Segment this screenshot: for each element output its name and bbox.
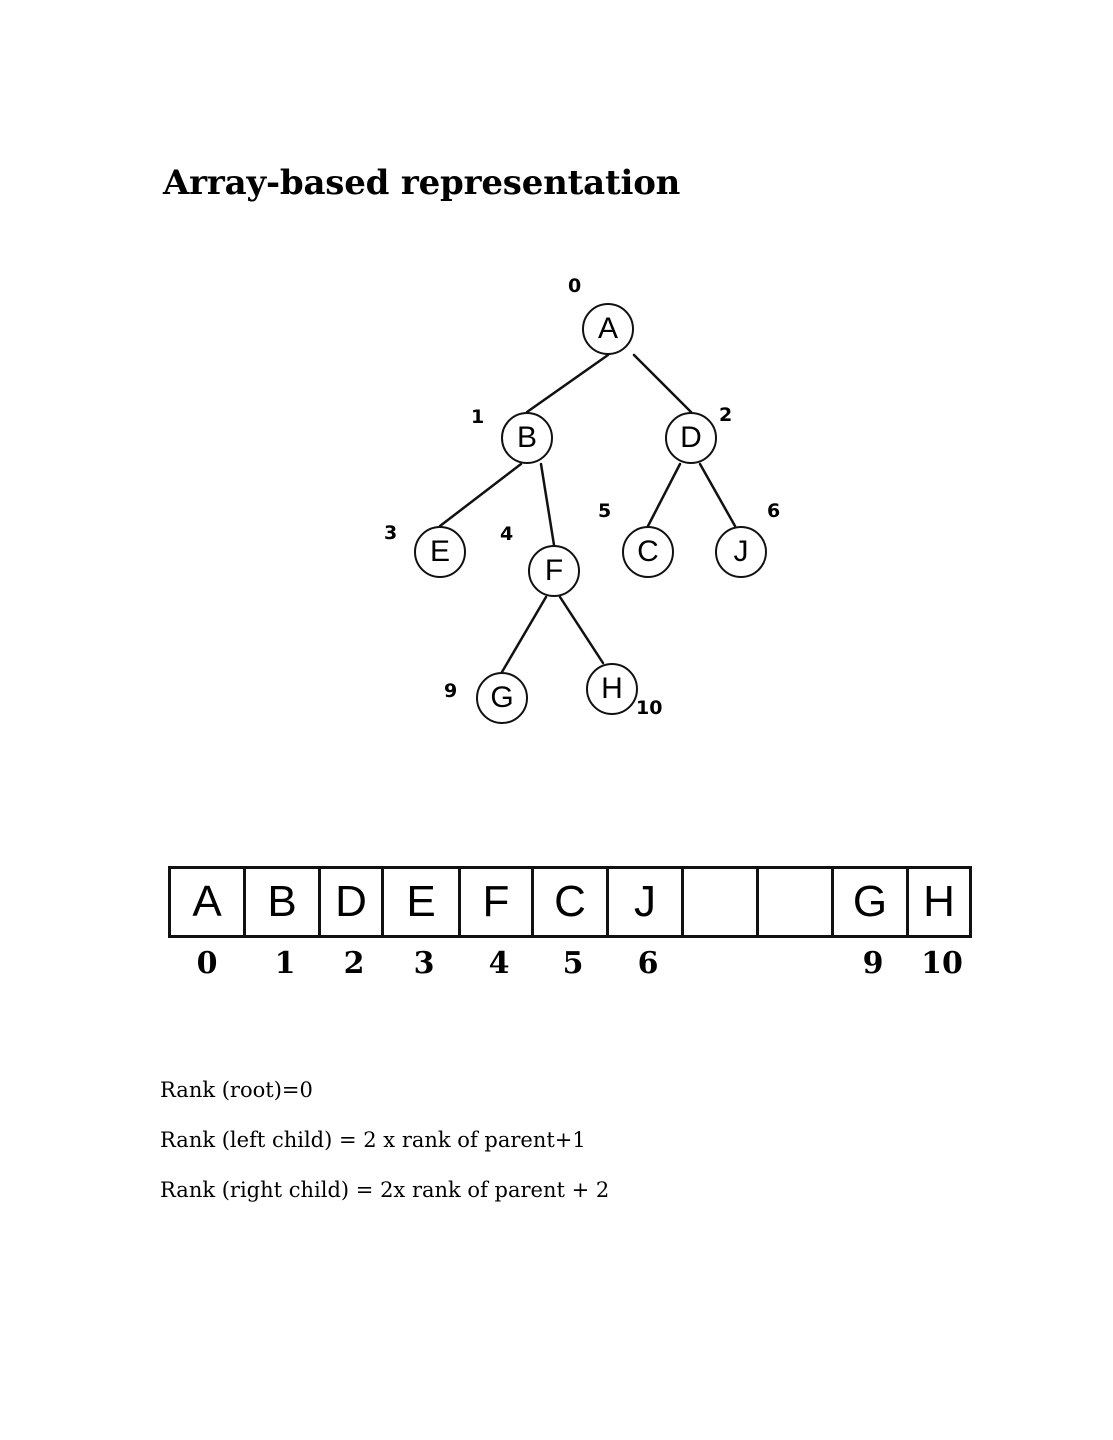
- tree-node-d[interactable]: D: [665, 412, 717, 464]
- tree-edge: [700, 464, 735, 526]
- tree-node-e[interactable]: E: [414, 526, 466, 578]
- page-title: Array-based representation: [163, 163, 681, 203]
- tree-edge: [541, 464, 554, 545]
- array-index-labels: [168, 946, 972, 986]
- tree-edge: [527, 355, 608, 412]
- array-cell[interactable]: J: [606, 866, 684, 938]
- tree-node-rank-a: 0: [568, 275, 582, 297]
- array-cell[interactable]: G: [831, 866, 909, 938]
- array-index: 0: [196, 946, 218, 981]
- array-cell[interactable]: [681, 866, 759, 938]
- array-index: 6: [637, 946, 659, 981]
- array-cell[interactable]: D: [318, 866, 384, 938]
- tree-edge: [634, 355, 691, 412]
- tree-edge: [502, 597, 546, 672]
- array-index: 2: [343, 946, 365, 981]
- array-index: 5: [562, 946, 584, 981]
- array-representation: [168, 866, 972, 986]
- tree-node-rank-j: 6: [767, 500, 781, 522]
- rule-left-child: Rank (left child) = 2 x rank of parent+1: [160, 1128, 586, 1152]
- tree-node-rank-b: 1: [471, 406, 485, 428]
- rule-right-child: Rank (right child) = 2x rank of parent + 2: [160, 1178, 610, 1202]
- tree-edge: [560, 597, 603, 663]
- array-cell[interactable]: A: [168, 866, 246, 938]
- tree-node-c[interactable]: C: [622, 526, 674, 578]
- tree-node-rank-c: 5: [598, 500, 612, 522]
- array-index: 9: [862, 946, 884, 981]
- rule-root: Rank (root)=0: [160, 1078, 313, 1102]
- tree-node-j[interactable]: J: [715, 526, 767, 578]
- tree-node-b[interactable]: B: [501, 412, 553, 464]
- array-index: 4: [488, 946, 510, 981]
- tree-node-rank-f: 4: [500, 523, 514, 545]
- array-cell[interactable]: B: [243, 866, 321, 938]
- tree-node-g[interactable]: G: [476, 672, 528, 724]
- array-cell[interactable]: F: [458, 866, 534, 938]
- tree-node-h[interactable]: H: [586, 663, 638, 715]
- tree-node-a[interactable]: A: [582, 303, 634, 355]
- array-index: 1: [274, 946, 296, 981]
- tree-edge: [440, 464, 521, 526]
- tree-node-rank-d: 2: [719, 404, 733, 426]
- array-cell[interactable]: C: [531, 866, 609, 938]
- tree-node-rank-g: 9: [444, 680, 458, 702]
- binary-tree-diagram: [360, 255, 840, 775]
- tree-node-rank-h: 10: [636, 697, 663, 719]
- array-index: 3: [413, 946, 435, 981]
- tree-node-rank-e: 3: [384, 522, 398, 544]
- tree-node-f[interactable]: F: [528, 545, 580, 597]
- tree-edge: [648, 464, 680, 526]
- array-cell[interactable]: [756, 866, 834, 938]
- array-cells: [168, 866, 972, 938]
- array-cell[interactable]: E: [381, 866, 461, 938]
- rank-rules: [160, 1078, 960, 1228]
- array-index: 10: [921, 946, 963, 981]
- array-cell[interactable]: H: [906, 866, 972, 938]
